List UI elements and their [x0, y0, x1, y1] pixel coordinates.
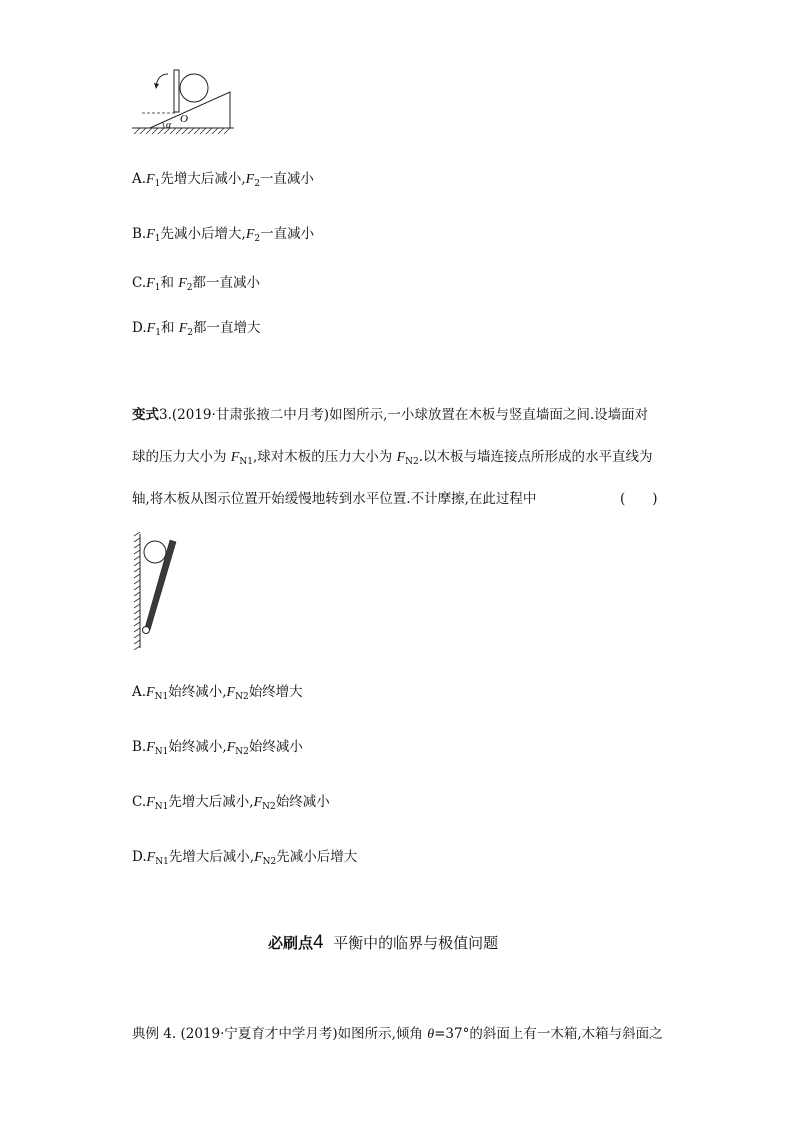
option-d: $D.F_1$和 $F_2$都一直增大	[132, 320, 261, 338]
variant3-line2: 球的压力大小为 $F_{N1}$,球对木板的压力大小为 $F_{N2}$.以木板与墙连接点所形成的水平直线为	[132, 449, 653, 467]
ball	[180, 74, 208, 102]
option-c: $C.F_1$和 $F_2$都一直减小	[132, 275, 261, 293]
section-prefix: 必刷点	[268, 934, 314, 952]
section-number: 4	[313, 932, 324, 953]
option2-c: $C.F_{N1}$先增大后减小$,F_{N2}$始终减小	[132, 794, 330, 812]
option2-b: $B.F_{N1}$始终减小$,F_{N2}$始终减小	[132, 739, 303, 757]
board	[174, 70, 179, 112]
angle-arc	[162, 122, 164, 128]
variant3-line3: 轴,将木板从图示位置开始缓慢地转到水平位置.不计摩擦,在此过程中	[132, 491, 537, 507]
hinge	[143, 627, 150, 634]
option2-a: $A.F_{N1}$始终减小$,F_{N2}$始终增大	[132, 684, 303, 702]
label-alpha: α	[166, 120, 172, 131]
section-title: 平衡中的临界与极值问题	[333, 934, 499, 952]
option-a: $A.F_1$先增大后减小$,F_2$一直减小	[132, 171, 314, 189]
figure-incline-board	[128, 62, 240, 134]
section-heading	[268, 934, 498, 952]
option-b: $B.F_1$先减小后增大$,F_2$一直减小	[132, 226, 315, 244]
example4-line1: 典例 4. (2019·宁夏育才中学月考)如图所示,倾角 θ=37°的斜面上有一木箱,木箱与斜面之	[132, 1026, 663, 1042]
figure-wall-board	[124, 532, 180, 650]
ground-hatching	[134, 128, 230, 134]
variant3-line1: 变式3.(2019·甘肃张掖二中月考)如图所示,一小球放置在木板与竖直墙面之间.设墙面对	[132, 407, 649, 423]
variant-label: 变式	[132, 407, 159, 423]
label-o: O	[180, 113, 188, 125]
wall-hatching	[134, 532, 140, 650]
ball	[144, 541, 166, 563]
option2-d: $D.F_{N1}$先增大后减小$,F_{N2}$先减小后增大	[132, 849, 358, 867]
answer-paren: ( )	[620, 491, 658, 507]
